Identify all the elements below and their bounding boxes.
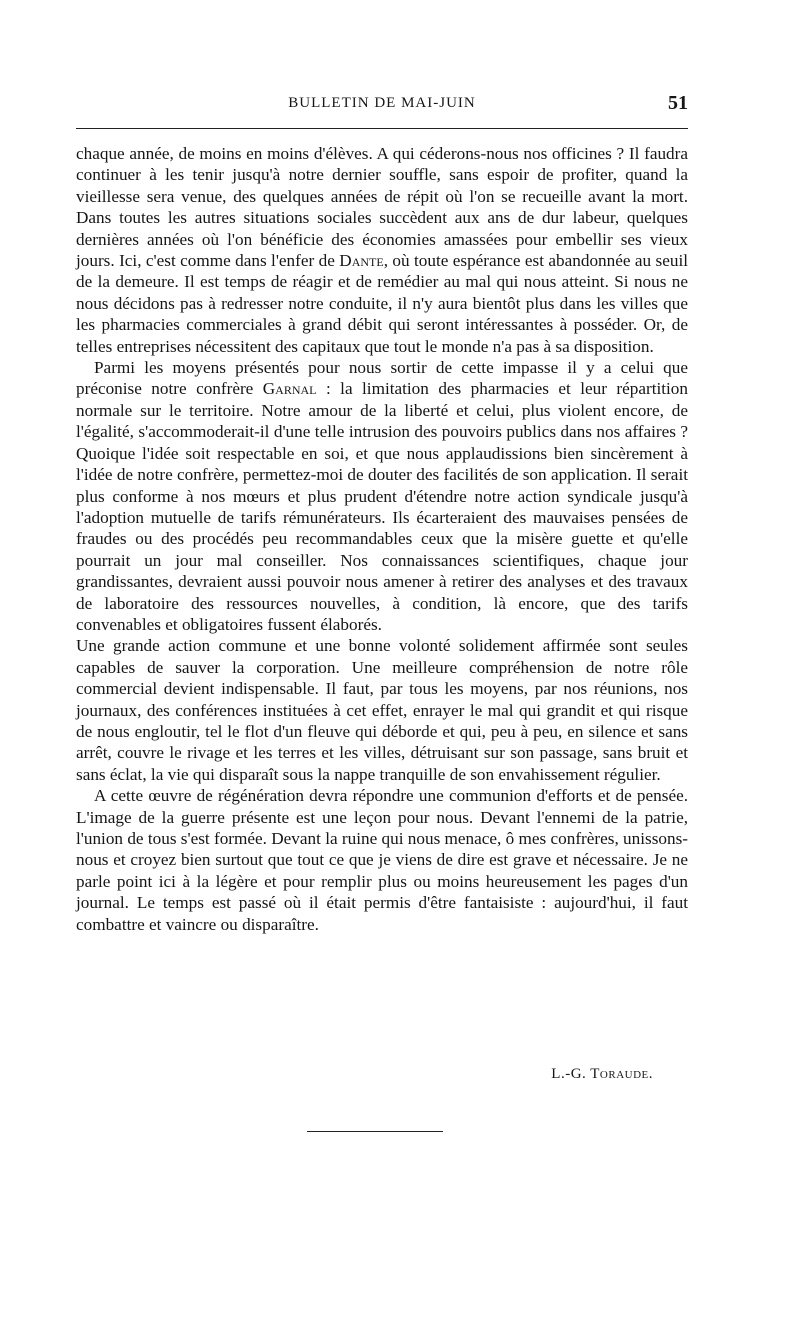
paragraph-1 xyxy=(76,143,688,357)
paragraph-text: A cette œuvre de régénération devra répondre une communion d'efforts et de pensée. L'image de la guerre présente est une leçon pour nous. Devant l'ennemi de la patrie, l'union de tous s'est formée. Devant la ruine qui nous menace, ô mes confrères, unissons-nous et croyez bien surtout que tout ce que je viens de dire est grave et nécessaire. Je ne parle point ici à la légère et pour remplir plus ou moins heureusement les pages d'un journal. Le temps est passé où il était permis d'être fantaisiste : aujourd'hui, il faut combattre et vaincre ou disparaître. xyxy=(76,786,688,934)
author-signature: L.-G. Toraude. xyxy=(551,1066,653,1082)
paragraph-text: : la limitation des pharmacies et leur répartition normale sur le territoire. Notre amour de la liberté et celui, plus violent encore, de l'égalité, s'accommoderait-il d'une telle intrusion des pouvoirs publics dans nos affaires ? Quoique l'idée soit respectable en soi, et que nous applaudissions bien sincèrement à l'idée de notre confrère, permettez-moi de douter des facilités de son application. Il serait plus conforme à nos mœurs et plus prudent d'étendre notre action syndicale jusqu'à l'adoption mutuelle de tarifs rémunérateurs. Ils écarteraient des mauvaises pensées de fraudes ou des procédés peu recommandables ceux que la misère guette et qu'elle pourrait un jour mal conseiller. Nos connaissances scientifiques, chaque jour grandissantes, devraient aussi pouvoir nous amener à retirer des analyses et des travaux de laboratoire des ressources nouvelles, à condition, là encore, que des tarifs convenables et obligatoires fussent élaborés. xyxy=(76,379,688,634)
proper-name: Garnal xyxy=(262,379,317,399)
running-title: BULLETIN DE MAI-JUIN xyxy=(288,95,476,111)
paragraph-text: Une grande action commune et une bonne volonté solidement affirmée sont seules capables de sauver la corporation. Une meilleure compréhension de notre rôle commercial devient indispensable. Il faut, par tous les moyens, par nos réunions, nos journaux, des conférences instituées à cet effet, enrayer le mal qui grandit et qui risque de nous engloutir, tel le flot d'un fleuve qui déborde et qui, peu à peu, en silence et sans arrêt, couvre le rivage et les terres et les villes, détruisant sur son passage, sans bruit et sans éclat, la vie qui disparaît sous la nappe tranquille de son envahissement régulier. xyxy=(76,636,688,784)
proper-name: Dante xyxy=(339,251,384,271)
paragraph-text: chaque année, de moins en moins d'élèves. A qui céderons-nous nos officines ? Il faudra continuer à les tenir jusqu'à notre dernier souffle, sans espoir de profiter, quand la vieillesse sera venue, des quelques années de répit où l'on se recueille avant la mort. Dans toutes les autres situations sociales succèdent aux ans de dur labeur, quelques dernières années où l'on bénéficie des économies amassées pour embellir ses vieux jours. Ici, c'est comme dans l'enfer de xyxy=(76,144,688,271)
page-number: 51 xyxy=(668,92,688,114)
header-rule xyxy=(76,128,688,129)
running-header xyxy=(76,92,688,116)
paragraph-text: Parmi les moyens présentés pour nous sortir de cette impasse il y a celui que préconise notre confrère xyxy=(76,358,688,399)
paragraph-4 xyxy=(76,785,688,935)
paragraph-2 xyxy=(76,357,688,635)
end-rule xyxy=(307,1131,443,1132)
paragraph-3 xyxy=(76,635,688,785)
article-body xyxy=(76,143,688,935)
paragraph-text: , où toute espérance est abandonnée au seuil de la demeure. Il est temps de réagir et de remédier au mal qui nous atteint. Si nous ne nous décidons pas à redresser notre conduite, il n'y aura bientôt plus dans les villes que les pharmacies commerciales à grand débit qui seront intéressantes à posséder. Or, de telles entreprises nécessitent des capitaux que tout le monde n'a pas à sa disposition. xyxy=(76,251,689,356)
